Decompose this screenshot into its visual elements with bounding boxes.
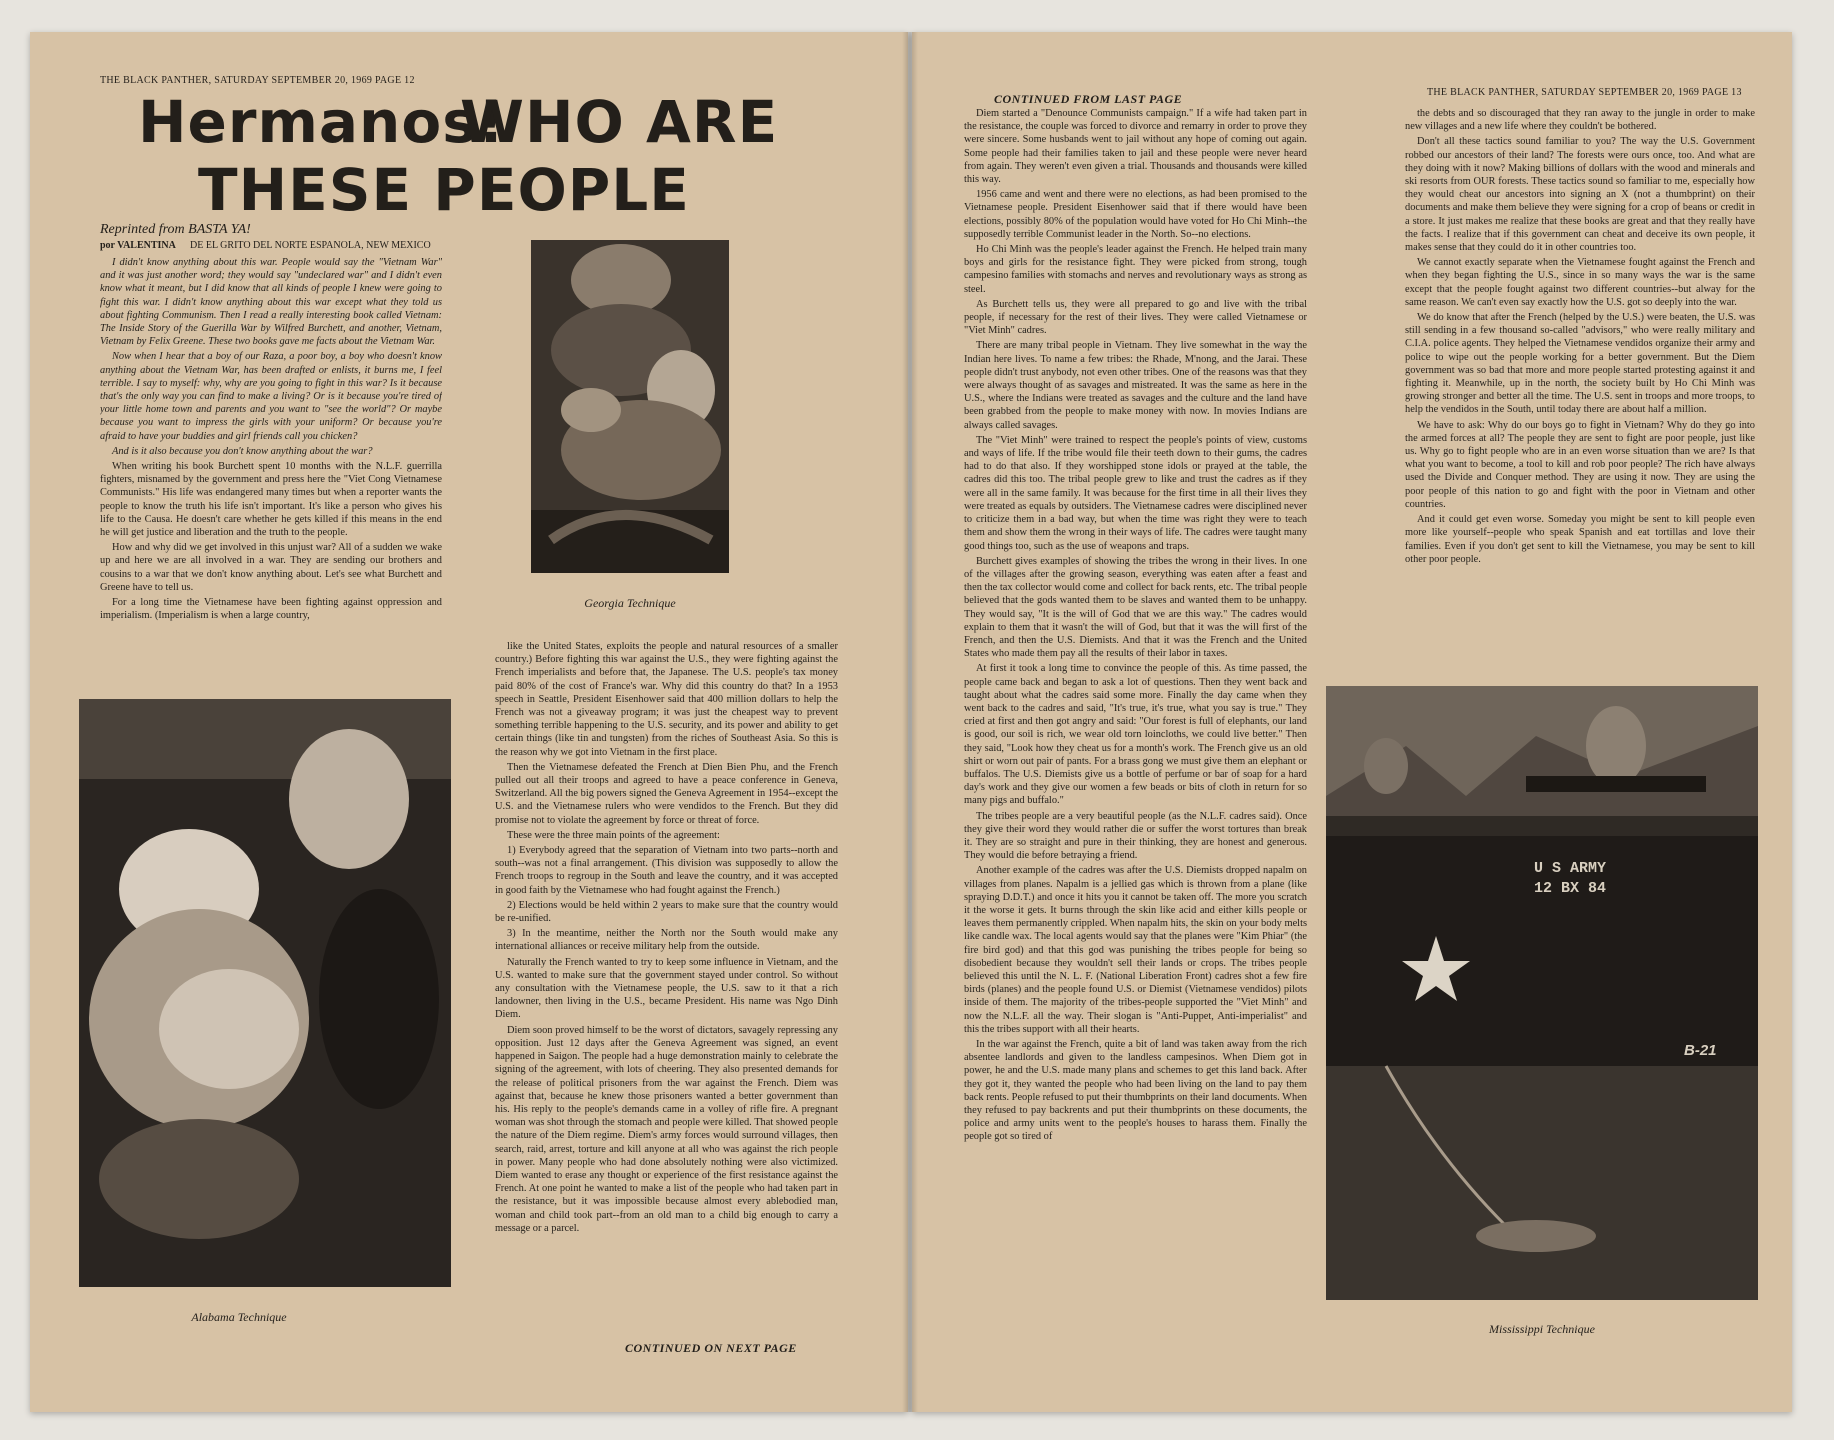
alabama-caption: Alabama Technique	[191, 1310, 287, 1324]
right-masthead: THE BLACK PANTHER, SATURDAY SEPTEMBER 20, 1969 PAGE 13	[1427, 87, 1742, 98]
article-paragraph: Burchett gives examples of showing the tribes the wrong in their lives. In one of the villages after the growing season, everything was eaten after a feast and then the tax collector would come and collect for back rents, etc. The tribal people believed that the gods wanted them to be slaves and wanted them to be unhappy. They would say, "It is the will of God that we are this way." The cadres would explain to them that it wasn't the will of God, but that it was the will first of the French, and then the U.S. Diemists. And that it was the French and the United States who made them pay all the results of their labor in taxes.	[964, 555, 1307, 660]
article-paragraph: And it could get even worse. Someday you might be sent to kill people even more like yourself--people who speak Spanish and eat tortillas and love their families. Even if you don't get sent to kill the Vietnamese, you may be sent to kill other poor people.	[1405, 514, 1755, 565]
article-paragraph: When writing his book Burchett spent 10 months with the N.L.F. guerrilla fighters, misnamed by the government and press here the "Viet Cong Vietnamese Communists." His life was endangered many times but when a reporter wants the people to know the truth his life isn't important. It's like a person who gives his life to the Causa. He doesn't care whether he gets killed if this means in the end he will get justice and liberation and the truth to the people.	[100, 461, 442, 539]
article-paragraph: 1956 came and went and there were no elections, as had been promised to the Vietnamese people. President Eisenhower said that if there would have been elections, possibly 80% of the population would have voted for Ho Chi Minh--the supposedly terrible Communist leader in the North. So--no elections.	[964, 189, 1307, 240]
georgia-technique-photo	[531, 240, 729, 573]
article-paragraph: I didn't know anything about this war. People would say the "Vietnam War" and it was just another word; they would say "undeclared war" and I didn't even know what it meant, but I did know that all kinds of people I knew were going to fight this war. I didn't know anything about this war except what they told us about fighting Communism. Then I read a really interesting book called Vietnam: The Inside Story of the Guerilla War by Wilfred Burchett, and another, Vietnam, Vietnam by Felix Greene. These two books gave me facts about the Vietnam War.	[100, 257, 442, 348]
center-fold	[902, 32, 918, 1412]
georgia-caption: Georgia Technique	[584, 596, 676, 610]
left-column-1	[100, 256, 442, 686]
article-paragraph: And is it also because you don't know anything about the war?	[112, 445, 373, 457]
author-byline: por VALENTINA	[100, 240, 176, 251]
article-paragraph: There are many tribal people in Vietnam. They live somewhat in the way the Indian here lives. To name a few tribes: the Rhade, M'nong, and the Jarai. These people didn't trust anybody, not even other tribes. One of the reasons was that they were always thought of as savages and mistreated. It was the same as here in the U.S., where the Indians were treated as savages and the culture and the land have been grabbed from the people to make money with now. In movies Indians are always called savages.	[964, 340, 1307, 431]
article-paragraph: We have to ask: Why do our boys go to fight in Vietnam? Why do they go into the armed forces at all? The people they are sent to fight are poor people, just like us. Why go to fight people who are in an even worse situation than we are? Is that what you want to become, a tool to kill and rob poor people? The rich have always used the Divide and Conquer method. They are using it now. They are using the poor people of this nation to go and fight with the poor in Vietnam and other countries.	[1405, 419, 1755, 510]
left-column-2	[495, 640, 838, 1345]
vehicle-marking-number: 12 BX 84	[1534, 880, 1607, 897]
article-paragraph: Don't all these tactics sound familiar to you? The way the U.S. Government robbed our ancestors of their land? The forests were ours once, too. And what are they doing with it now? Making billions of dollars with the wood and minerals and ski resorts from OUR forests. These tactics sound so familiar to me, especially how they would cheat our ancestors into signing an X (not a thumbprint) on their documents and make them believe they were signing for a crop of beans or credit in a store. It just makes me realize that these books are great and that they really have the facts. I realize that if this government can cheat and deceive its own people, it makes sense that they could do it in other countries too.	[1405, 136, 1755, 254]
mississippi-technique-photo	[1326, 686, 1758, 1300]
article-paragraph: Ho Chi Minh was the people's leader against the French. He helped train many boys and girls for the resistance fight. They were picked from strong, tough campesino families with stomachs and nerves and revolutionary ways as strong as steel.	[964, 244, 1307, 295]
source-byline: DE EL GRITO DEL NORTE ESPANOLA, NEW MEXICO	[190, 240, 431, 251]
article-paragraph: Diem started a "Denounce Communists campaign." If a wife had taken part in the resistance, the couple was forced to divorce and remarry in order to prove they were sincere. Some husbands went to jail without any hope of coming out again. Some people had their families taken to jail and these people were never heard from again. They weren't even given a trial. Thousands and thousands were killed this way.	[964, 108, 1307, 186]
continued-from-last-page: CONTINUED FROM LAST PAGE	[994, 92, 1183, 106]
headline-who-are: WHO ARE	[460, 88, 779, 156]
article-paragraph: These were the three main points of the agreement:	[507, 829, 720, 841]
article-paragraph: The "Viet Minh" were trained to respect the people's points of view, customs and ways of life. If the tribe would file their teeth down to their gums, the cadres had to do that also. If they worshipped stone idols or prayed at the table, the cadres did this too. The tribal people grew to like and trust the cadres as if they were all in the same family. It was because for the first time in all their lives they were treated as equals by outsiders. The Vietnamese cadres were disciplined never to criticize them in a bad way, but when the time was right they were to teach them and show them the wrong in their ways of life. The cadres were taught many good things too, such as the use of weapons and traps.	[964, 434, 1307, 552]
vehicle-marking-b21: B-21	[1684, 1042, 1717, 1059]
article-paragraph: 3) In the meantime, neither the North nor the South would make any international alliances or receive military help from the outside.	[495, 928, 838, 953]
article-paragraph: 2) Elections would be held within 2 years to make sure that the country would be re-unified.	[495, 899, 838, 925]
article-paragraph: Then the Vietnamese defeated the French at Dien Bien Phu, and the French pulled out all their troops and agreed to have a peace conference in Geneva, Switzerland. All the big powers signed the Geneva Agreement in 1954--except the U.S. and the Vietnamese rulers who were vendidos to the French. But they did promise not to violate the agreement by force or threat of force.	[495, 761, 838, 826]
article-paragraph: At first it took a long time to convince the people of this. As time passed, the people came back and began to ask a lot of questions. Then they went back and taught about what the cadres said some more. Finally the day came when they went back to the cadres and said, "It's true, it's true, what you say is true." They cried at first and then got angry and said: "Our forest is full of elephants, our land is good, our soil is rich, we wear old torn loincloths, we could live better." Then they said, "Look how they cheat us for a month's work. The French give us an old shirt or worn out pair of pants. For a brass gong we must give them an elephant or buffalos. The U.S. Diemists give us a bottle of perfume or bar of soap for a hard day's work and they give our women a few beads or bits of cloth in return for so many pigs and buffalo."	[964, 663, 1307, 807]
right-column-1	[964, 107, 1307, 1369]
headline-hermanos: Hermanos!	[138, 88, 506, 156]
article-paragraph: the debts and so discouraged that they ran away to the jungle in order to make new villages and a new life where they couldn't be bothered.	[1405, 108, 1755, 133]
article-paragraph: For a long time the Vietnamese have been fighting against oppression and imperialism. (Imperialism is when a large country,	[100, 597, 442, 622]
article-paragraph: like the United States, exploits the people and natural resources of a smaller country.) Before fighting this war against the U.S., they were fighting against the French imperialists and before that, the Japanese. The U.S. people's tax money paid 80% of the cost of France's war. Why did this country do that? In a 1953 speech in Seattle, President Eisenhower said that 400 million dollars to help the French was not a giveaway program; it was just the cheapest way to prevent something terrible happening to the U.S. security, and its power and ability to get certain things (like tin and tungsten) from the riches of Southeast Asia. So this is the reason why we got into Vietnam in the first place.	[495, 641, 838, 758]
vehicle-marking-army: U S ARMY	[1534, 860, 1607, 877]
article-paragraph: How and why did we get involved in this unjust war? All of a sudden we wake up and here we are all involved in a war. They are sending our brothers and cousins to a war that we don't know anything about. Let's see what Burchett and Greene have to tell us.	[100, 542, 442, 593]
article-paragraph: Now when I hear that a boy of our Raza, a poor boy, a boy who doesn't know anything about the Vietnam War, has been drafted or enlists, it burns me, I feel terrible. I say to myself: why, why are you going to fight in this war? Is it because that's the only way you can find to make a living? Or is it because you're tired of your little home town and parents and you want to "see the world"? Or maybe because you want to impress the girls with your uniform? Or because you're afraid to have your buddies and girl friends call you chicken?	[100, 351, 442, 442]
article-paragraph: We do know that after the French (helped by the U.S.) were beaten, the U.S. was still sending in a few thousand so-called "advisors," who were really military and C.I.A. police agents. They helped the Vietnamese vendidos organize their army and police to wipe out the people working for a better government. But the Diem government was so bad that more and more people started protesting against it and fighting it. Meanwhile, up in the north, the society built by Ho Chi Minh was growing stronger and better all the time. The U.S. sent in troops and more troops, to help the vendidos in the South, until today there are about half a million.	[1405, 312, 1755, 416]
mississippi-caption: Mississippi Technique	[1489, 1322, 1595, 1336]
article-paragraph: 1) Everybody agreed that the separation of Vietnam into two parts--north and south--was not a final arrangement. (This division was supposedly to allow the French troops to regroup in the South and leave the country, and it was accepted in good faith by the Vietnamese who had fought against the French.)	[495, 845, 838, 896]
article-paragraph: We cannot exactly separate when the Vietnamese fought against the French and when they began fighting the U.S., since in so many ways the war is the same except that the people fought against two different countries--but alway for the same reason. We can't even say exactly how the U.S. got so deeply into the war.	[1405, 257, 1755, 308]
reprint-credit: Reprinted from BASTA YA!	[100, 222, 251, 237]
article-paragraph: Another example of the cadres was after the U.S. Diemists dropped napalm on villages from planes. Napalm is a jellied gas which is thrown from a plane (like spraying D.D.T.) and once it hits you it cannot be taken off. The more you scratch it the worse it gets. It burns through the skin like acid and either kills people or leaves them permanently crippled. When napalm hits, the skin on your body melts like candle wax. The local agents would say that the planes were "Kim Phiar" (the fire bird god) and that this god was punishing the tribes people for being so disobedient because they wouldn't sell their lands or crops. The tribes people believed this until the N. L. F. (National Liberation Front) cadres shot a few fire birds (planes) and the people found U.S. or Diemist (Vietnamese vendidos) pilots inside of them. The majority of the tribes-people supported the "Viet Minh" and now the N.L.F. all the way. Their slogan is "Anti-Puppet, Anti-imperialist" and this the tribes support with all their hearts.	[964, 865, 1307, 1035]
article-paragraph: In the war against the French, quite a bit of land was taken away from the rich absentee landlords and given to the landless campesinos. When Diem got in power, he and the U.S. made many plans and schemes to get this land back. After they got it, they wanted the people who had been living on the land to pay them back rents. People refused to put their thumbprints on their land documents. When they refused to pay backrents and put their thumbprints on these documents, the police and army units went to the people's houses to harass them. Finally the people got so tired of	[964, 1039, 1307, 1143]
left-masthead: THE BLACK PANTHER, SATURDAY SEPTEMBER 20, 1969 PAGE 12	[100, 75, 415, 86]
article-paragraph: As Burchett tells us, they were all prepared to go and live with the tribal people, if necessary for the rest of their lives. They were called Vietnamese or "Viet Minh" cadres.	[964, 298, 1307, 337]
article-paragraph: Naturally the French wanted to try to keep some influence in Vietnam, and the U.S. wanted to make sure that the government stayed under control. So without any consultation with the Vietnamese people, the U.S. saw to it that a rich landowner, then living in the U.S., became President. His name was Ngo Dinh Diem.	[495, 956, 838, 1021]
article-paragraph: Diem soon proved himself to be the worst of dictators, savagely repressing any opposition. Just 12 days after the Geneva Agreement was signed, an event happened in Saigon. The people had a huge demonstration mainly to celebrate the signing of the agreement, with lots of cheering. They also presented demands for the release of political prisoners from the war against the French. Diem was against that, because he knew those prisoners wanted a better government than his. His reply to the people's demands came in a volley of rifle fire. A pregnant woman was shot through the stomach and people were killed. That showed people the nature of the Diem regime. Diem's army forces would surround villages, then search, raid, arrest, torture and kill anyone at all who was against the rich people in power. Many people who had done absolutely nothing were also victimized. Diem wanted to erase any thought or experience of the first resistance against the French. At one point he wanted to make a list of the people who had taken part in the resistance, but it was impossible because almost every ablebodied man, woman and child took part--from an old man to a child big enough to carry a message or a parcel.	[495, 1024, 838, 1234]
article-paragraph: The tribes people are a very beautiful people (as the N.L.F. cadres said). Once they give their word they would rather die or suffer the worst tortures than break it. They are so straight and pure in their thinking, they are honest and generous. They would die before betraying a friend.	[964, 810, 1307, 862]
alabama-technique-photo	[79, 699, 451, 1287]
continued-on-next-page: CONTINUED ON NEXT PAGE	[625, 1341, 797, 1355]
right-column-2	[1405, 107, 1755, 682]
headline-these-people: THESE PEOPLE	[198, 156, 690, 224]
